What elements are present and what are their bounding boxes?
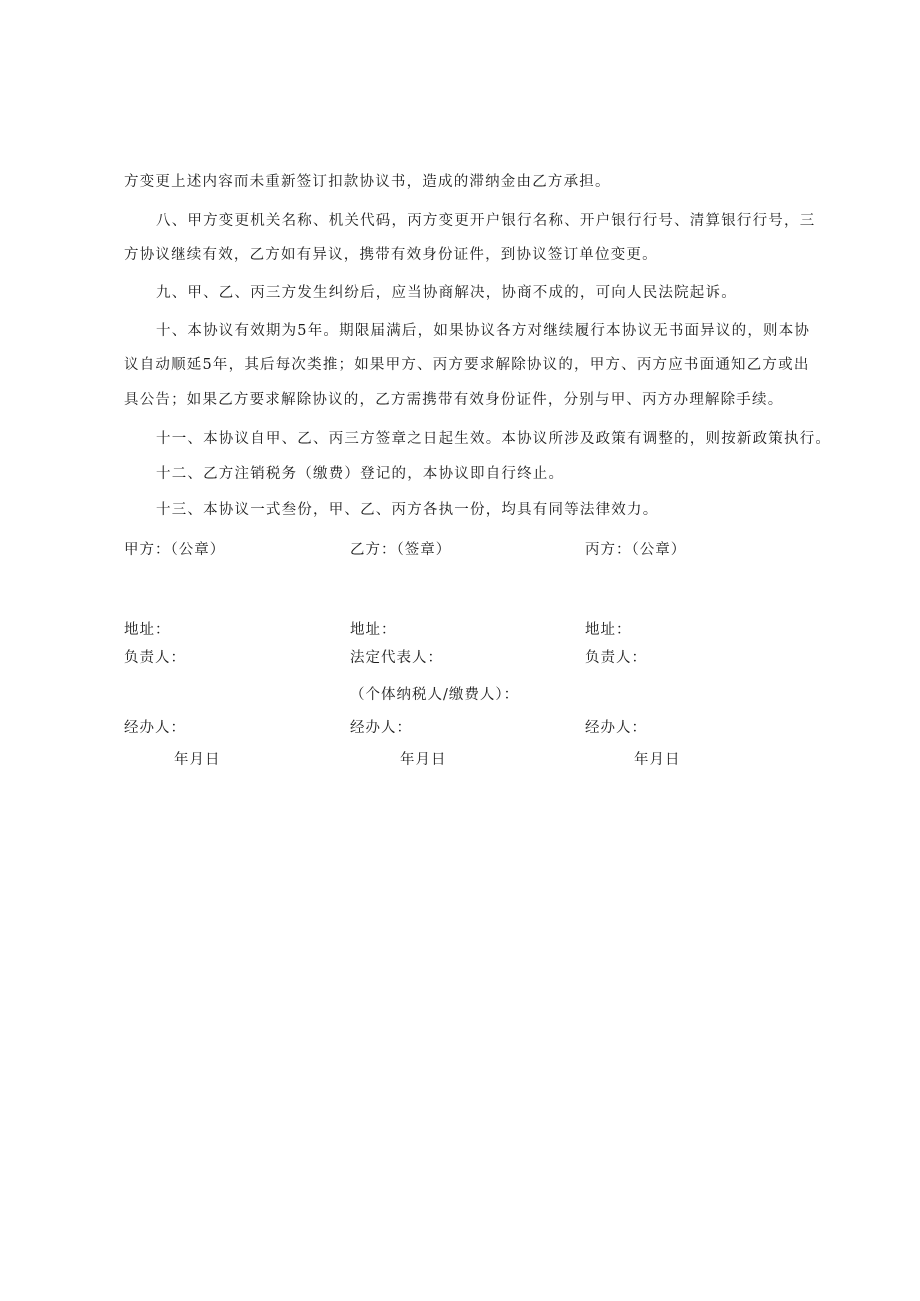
party-a-handler: 经办人： [124,720,186,736]
party-c-seal: 丙方：（公章） [585,542,687,558]
party-a-responsible: 负责人： [124,650,186,666]
party-b-representative: 法定代表人： [350,650,443,666]
clause-11: 十一、本协议自甲、乙、丙三方签章之日起生效。本协议所涉及政策有调整的，则按新政策执行。 [156,431,832,447]
clause-10-line-2: 议自动顺延5年，其后每次类推；如果甲方、丙方要求解除协议的，甲方、丙方应书面通知乙方或出 [124,357,810,373]
clause-8-line-1: 八、甲方变更机关名称、机关代码，丙方变更开户银行名称、开户银行行号、清算银行行号，三 [156,213,816,229]
party-a-address: 地址： [124,622,171,638]
clause-10-line-1: 十、本协议有效期为5年。期限届满后，如果协议各方对继续履行本协议无书面异议的，则本协 [156,323,811,339]
party-c-address: 地址： [585,622,632,638]
party-a-date: 年月日 [174,752,221,768]
party-c-responsible: 负责人： [585,650,647,666]
party-b-individual-note: （个体纳税人/缴费人）： [350,687,520,703]
clause-7-continuation: 方变更上述内容而未重新签订扣款协议书，造成的滞纳金由乙方承担。 [124,174,611,190]
clause-9: 九、甲、乙、丙三方发生纠纷后，应当协商解决，协商不成的，可向人民法院起诉。 [156,285,737,301]
party-b-date: 年月日 [400,752,447,768]
party-c-handler: 经办人： [585,720,647,736]
clause-10-line-3: 具公告；如果乙方要求解除协议的，乙方需携带有效身份证件，分别与甲、丙方办理解除手续。 [124,392,784,408]
clause-8-line-2: 方协议继续有效，乙方如有异议，携带有效身份证件，到协议签订单位变更。 [124,247,658,263]
party-b-seal: 乙方：（签章） [350,542,452,558]
party-c-date: 年月日 [634,752,681,768]
clause-12: 十二、乙方注销税务（缴费）登记的，本协议即自行终止。 [156,466,565,482]
party-a-seal: 甲方：（公章） [124,542,226,558]
party-b-handler: 经办人： [350,720,412,736]
clause-13: 十三、本协议一式叁份，甲、乙、丙方各执一份，均具有同等法律效力。 [156,502,659,518]
party-b-address: 地址： [350,622,397,638]
